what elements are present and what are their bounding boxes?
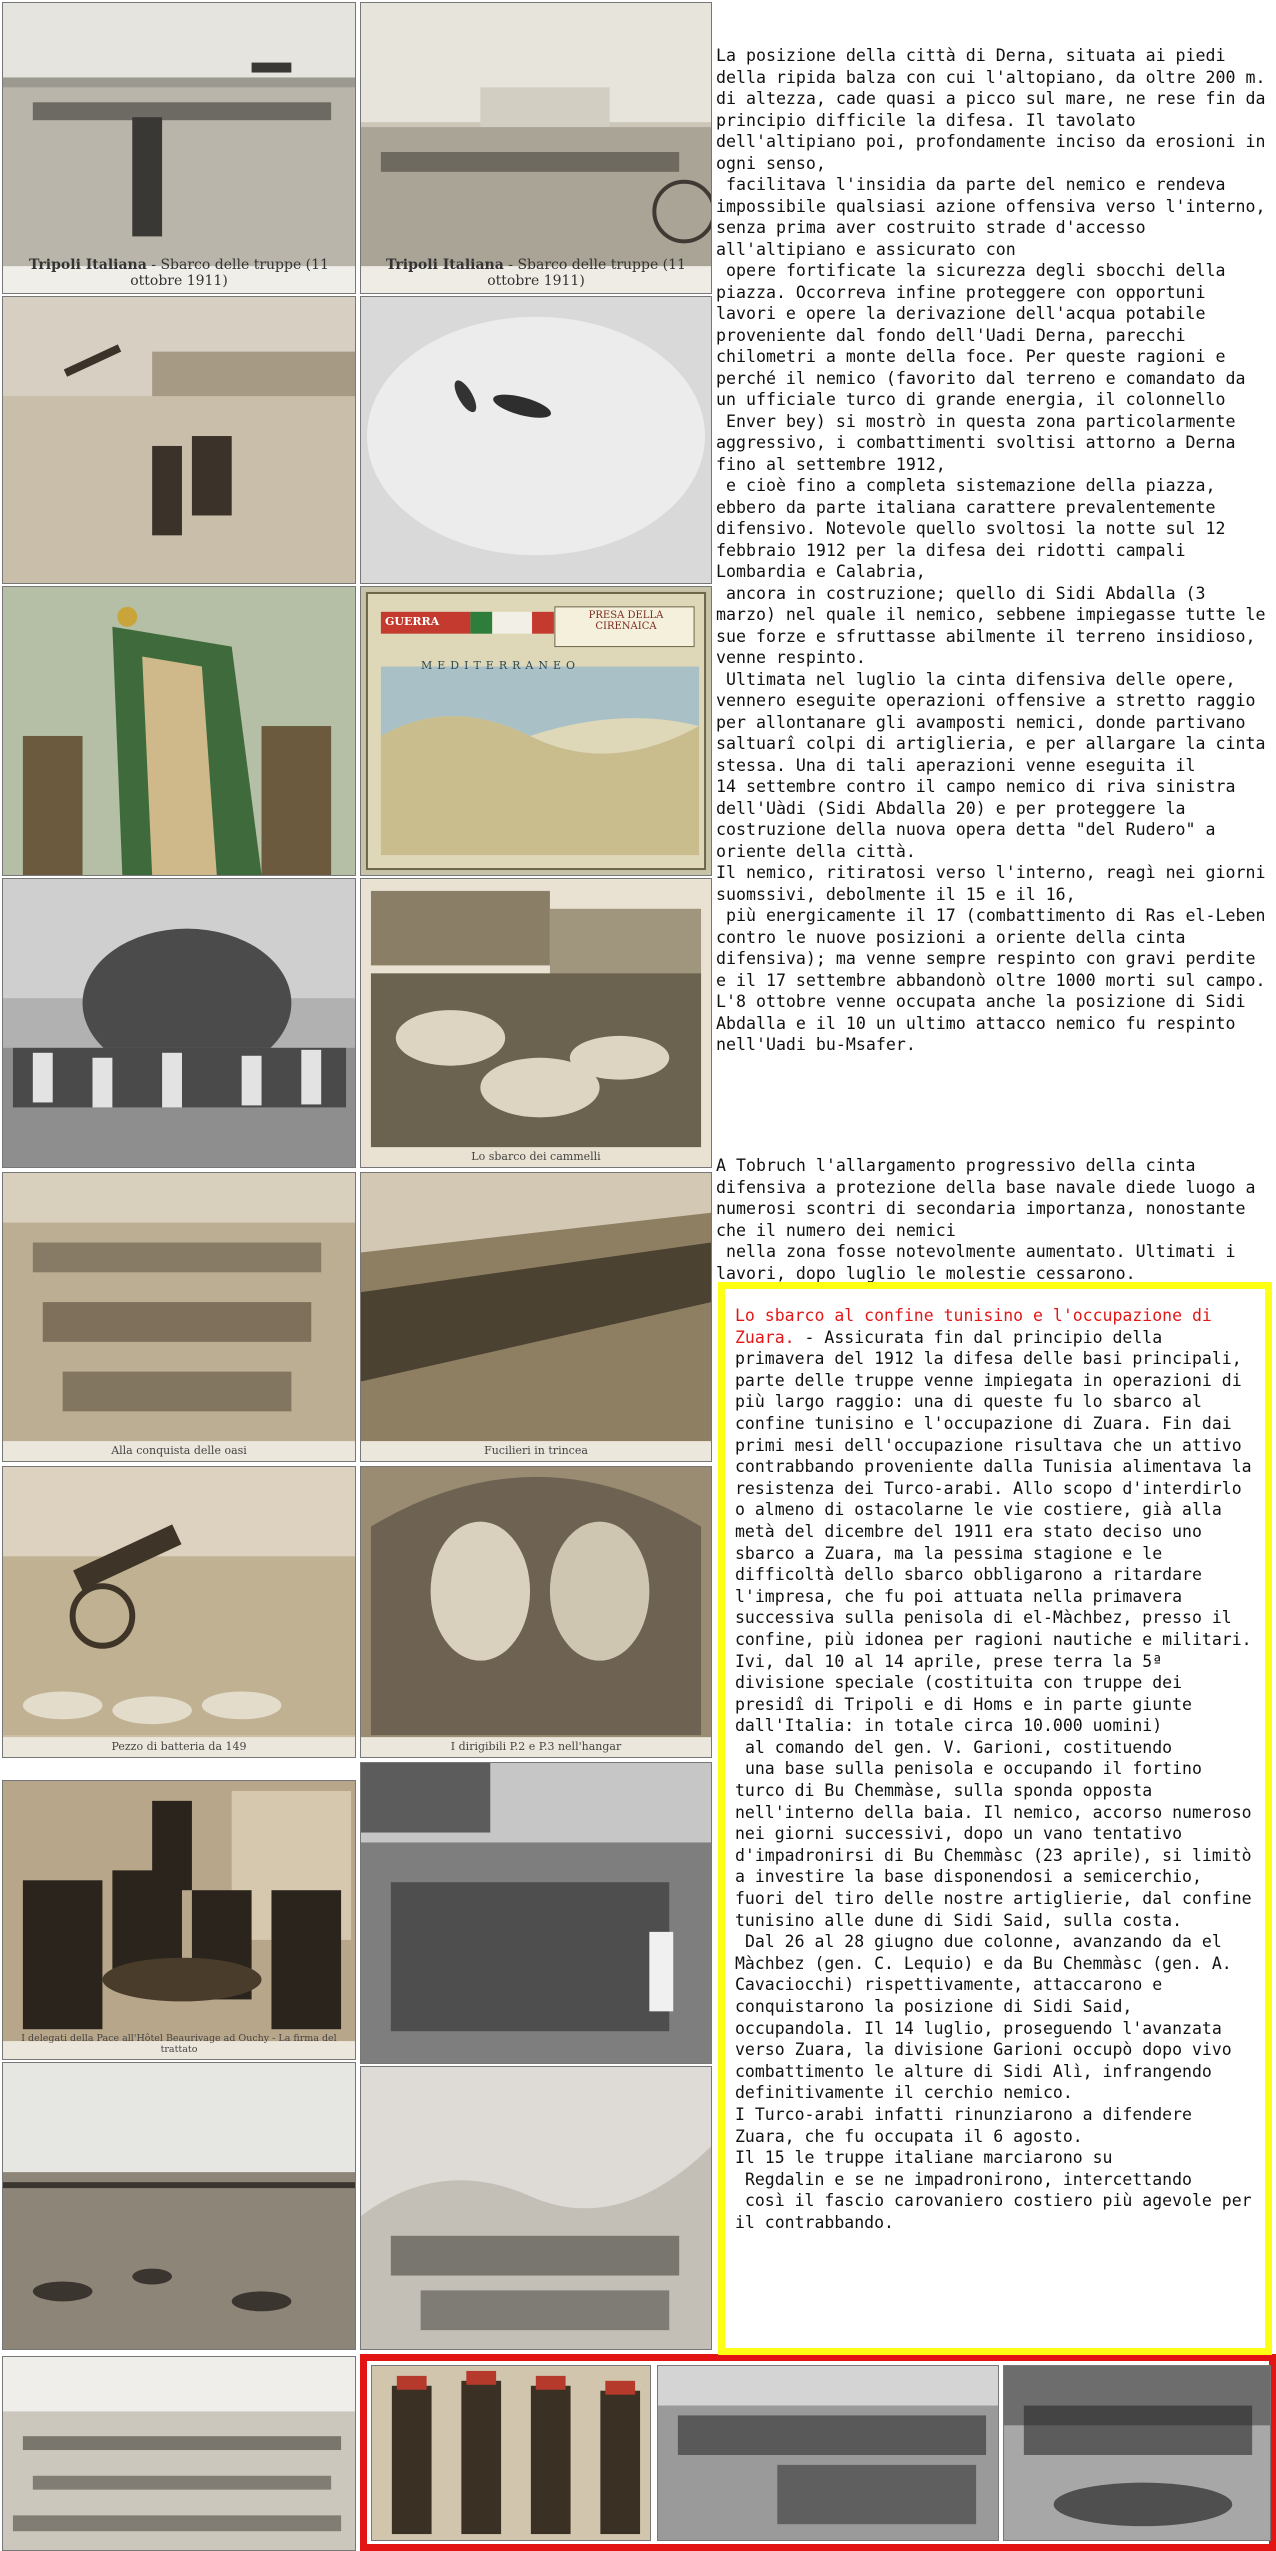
- photo-image: [361, 2067, 711, 2349]
- photo-image: [3, 1173, 355, 1461]
- photo-caption: Alla conquista delle oasi: [111, 1444, 247, 1457]
- photo-image: [3, 587, 355, 875]
- map-banner-right: PRESA DELLA CIRENAICA: [588, 610, 664, 632]
- photo-caravan-desert: [2, 2356, 356, 2551]
- photo-image: [3, 3, 355, 293]
- photo-fort-rooftop: [2, 296, 356, 584]
- photo-dunes-troops: [360, 2066, 712, 2350]
- photo-image: [372, 2366, 650, 2540]
- derna-paragraph: La posizione della città di Derna, situata ai piedi della ripida balza con cui l'altopiano, da oltre 200 m. di altezza, cade quasi a picco sul mare, ne rese fin da principio difficile la difesa. Il tavolato dell'altipiano poi, profondamente inciso da erosioni in ogni senso, facilitava l'insidia da parte del nemico e rendeva impossibile qualsiasi azione offensiva verso l'interno, senza prima aver costruito strade d'accesso all'altipiano e assicurato con opere fortificate la sicurezza degli sbocchi della piazza. Occorreva infine proteggere con opportuni lavori e opere la derivazione dell'acqua potabile proveniente dal fondo dell'Uadi Derna, parecchi chilometri a monte della foce. Per queste ragioni e perché il nemico (favorito dal terreno e comandato da un ufficiale turco di grande energia, il colonnello Enver bey) si mostrò in questa zona particolarmente aggressivo, i combattimenti svoltisi attorno a Derna fino al settembre 1912, e cioè fino a completa sistemazione della piazza, ebbero da parte italiana carattere prevalentemente difensivo. Notevole quello svoltosi la notte sul 12 febbraio 1912 per la difesa dei ridotti campali Lombardia e Calabria, ancora in costruzione; quello di Sidi Abdalla (3 marzo) nel quale il nemico, sebbene impiegasse tutte le sue forze e sfruttasse abilmente il terreno insidioso, venne respinto. Ultimata nel luglio la cinta difensiva delle opere, vennero eseguite operazioni offensive a stretto raggio per allontanare gli avamposti nemici, donde partivano saltuarî colpi di artiglieria, e per allargare la cinta stessa. Una di tali aperazioni venne eseguita il 14 settembre contro il campo nemico di riva sinistra dell'Uàdi (Sidi Abdalla 20) e per proteggere la costruzione della nuova opera detta "del Rudero" a oriente della città. Il nemico, ritiratosi verso l'interno, reagì nei giorni suomssivi, debolmente il 15 e il 16, più energicamente il 17 (combattimento di Ras el-Leben contro le nuove posizioni a oriente della cinta difensiva); ma venne sempre respinto con gravi perdite e il 17 settembre abbandonò oltre 1000 morti sul campo. L'8 ottobre venne occupata anche la posizione di Sidi Abdalla e il 10 un ultimo attacco nemico fu respinto nell'Uadi bu-Msafer.: [716, 46, 1266, 1054]
- photo-camel-landing: [360, 878, 712, 1168]
- photo-caption: Pezzo di batteria da 149: [111, 1740, 247, 1753]
- tobruch-paragraph: A Tobruch l'allargamento progressivo della cinta difensiva a protezione della base navale diede luogo a numerosi scontri di secondaria importanza, nonostante che il numero dei nemici nella zona fosse notevolmente aumentato. Ultimati i lavori, dopo luglio le molestie cessarono.: [716, 1156, 1256, 1283]
- photo-image: [3, 297, 355, 583]
- photo-caption: Fucilieri in trincea: [484, 1444, 588, 1457]
- photo-image: [658, 2366, 998, 2540]
- photo-airship-crowd: [2, 878, 356, 1168]
- photo-image: [361, 1173, 711, 1461]
- photo-airships-sky: [360, 296, 712, 584]
- photo-troops-harbor: [360, 1762, 712, 2064]
- photo-oasis-assault: [2, 1172, 356, 1462]
- zuara-body: - Assicurata fin dal principio della primavera del 1912 la difesa delle basi principali, parte delle truppe venne impiegata in operazioni di più largo raggio: una di queste fu lo sbarco al confine tunisino e l'occupazione di Zuara. Fin dai primi mesi dell'occupazione risultava che un attivo contrabbando proveniente dalla Tunisia alimentava la resistenza dei Turco-arabi. Allo scopo d'interdirlo o almeno di ostacolarne le vie costiere, già alla metà del dicembre del 1911 era stato deciso uno sbarco a Zuara, ma la pessima stagione e le difficoltà dello sbarco obbligarono a ritardare l'impresa, che fu poi attuata nella primavera successiva sulla penisola di el-Màchbez, presso il confine, più idonea per ragioni nautiche e militari. Ivi, dal 10 al 14 aprile, prese terra la 5ª divisione speciale (costituita con truppe dei presidî di Tripoli e di Homs e in parte giunte dall'Italia: in totale circa 10.000 uomini) al comando del gen. V. Garioni, costituendo una base sulla penisola e occupando il fortino turco di Bu Chemmàse, sulla sponda opposta nell'interno della baia. Il nemico, accorso numeroso nei giorni successivi, dopo un vano tentativo d'impadronirsi di Bu Chemmàsc (23 aprile), si limitò a investire la base disponendosi a semicerchio, fuori del tiro delle nostre artiglierie, dal confine tunisino alle dune di Sidi Said, sulla costa. Dal 26 al 28 giugno due colonne, avanzando da el Màchbez (gen. C. Lequio) e da Bu Chemmàsc (gen. A. Cavaciocchi) rispettivamente, attaccarono e conquistarono la posizione di Sidi Said, occupandola. Il 14 luglio, proseguendo l'avanzata verso Zuara, la divisione Garioni occupò dopo vivo combattimento le alture di Sidi Alì, infrangendo definitivamente il cerchio nemico. I Turco-arabi infatti rinunziarono a difendere Zuara, che fu occupata il 6 agosto. Il 15 le truppe italiane marciarono su Regdalin e se ne impadronirono, intercettando così il fascio carovaniero costiero più agevole per il contrabbando.: [735, 1327, 1252, 2232]
- photo-askari-soldiers: [371, 2365, 651, 2541]
- photo-column-march: [657, 2365, 999, 2541]
- photo-caption: I dirigibili P.2 e P.3 nell'hangar: [450, 1740, 622, 1753]
- photo-trench-riflemen: [360, 1172, 712, 1462]
- photo-image: [361, 3, 711, 293]
- article-derna: [716, 2, 1272, 1077]
- photo-battery-149: [2, 1466, 356, 1758]
- map-banner-left: GUERRA: [385, 615, 440, 628]
- photo-image: [361, 297, 711, 583]
- zuara-heading: Lo sbarco al confine tunisino e l'occupazione di Zuara.: [735, 1306, 1212, 1347]
- photo-desert-camp: [2, 2062, 356, 2350]
- photo-image: [3, 879, 355, 1167]
- article-tobruch: [716, 1112, 1272, 1306]
- photo-image: [3, 1781, 355, 2059]
- map-sea-label: MEDITERRANEO: [421, 659, 581, 672]
- photo-image: [361, 879, 711, 1167]
- photo-peace-signing: [2, 1780, 356, 2060]
- photo-caption: I delegati della Pace all'Hôtel Beaurivage ad Ouchy - La firma del trattato: [21, 2033, 337, 2055]
- photo-image: [361, 1467, 711, 1757]
- article-zuara-box: [718, 1282, 1272, 2355]
- photo-battlefield-oasis: [1003, 2365, 1271, 2541]
- photo-caption: Lo sbarco dei cammelli: [471, 1150, 601, 1163]
- photo-image: [3, 1467, 355, 1757]
- photo-image: [361, 1763, 711, 2063]
- photo-landing-troops-2: [360, 2, 712, 294]
- photo-cyrenaica-map: [360, 586, 712, 876]
- photo-image: [1004, 2366, 1270, 2540]
- photo-landing-troops-1: [2, 2, 356, 294]
- photo-illustration-flag: [2, 586, 356, 876]
- photo-caption: Tripoli Italiana - Sbarco delle truppe (11 ottobre 1911): [29, 257, 329, 289]
- photo-image: [3, 2357, 355, 2550]
- photo-airships-hangar: [360, 1466, 712, 1758]
- photo-strip-frame: [360, 2354, 1276, 2551]
- photo-caption: Tripoli Italiana - Sbarco delle truppe (11 ottobre 1911): [386, 257, 686, 289]
- photo-image: [3, 2063, 355, 2349]
